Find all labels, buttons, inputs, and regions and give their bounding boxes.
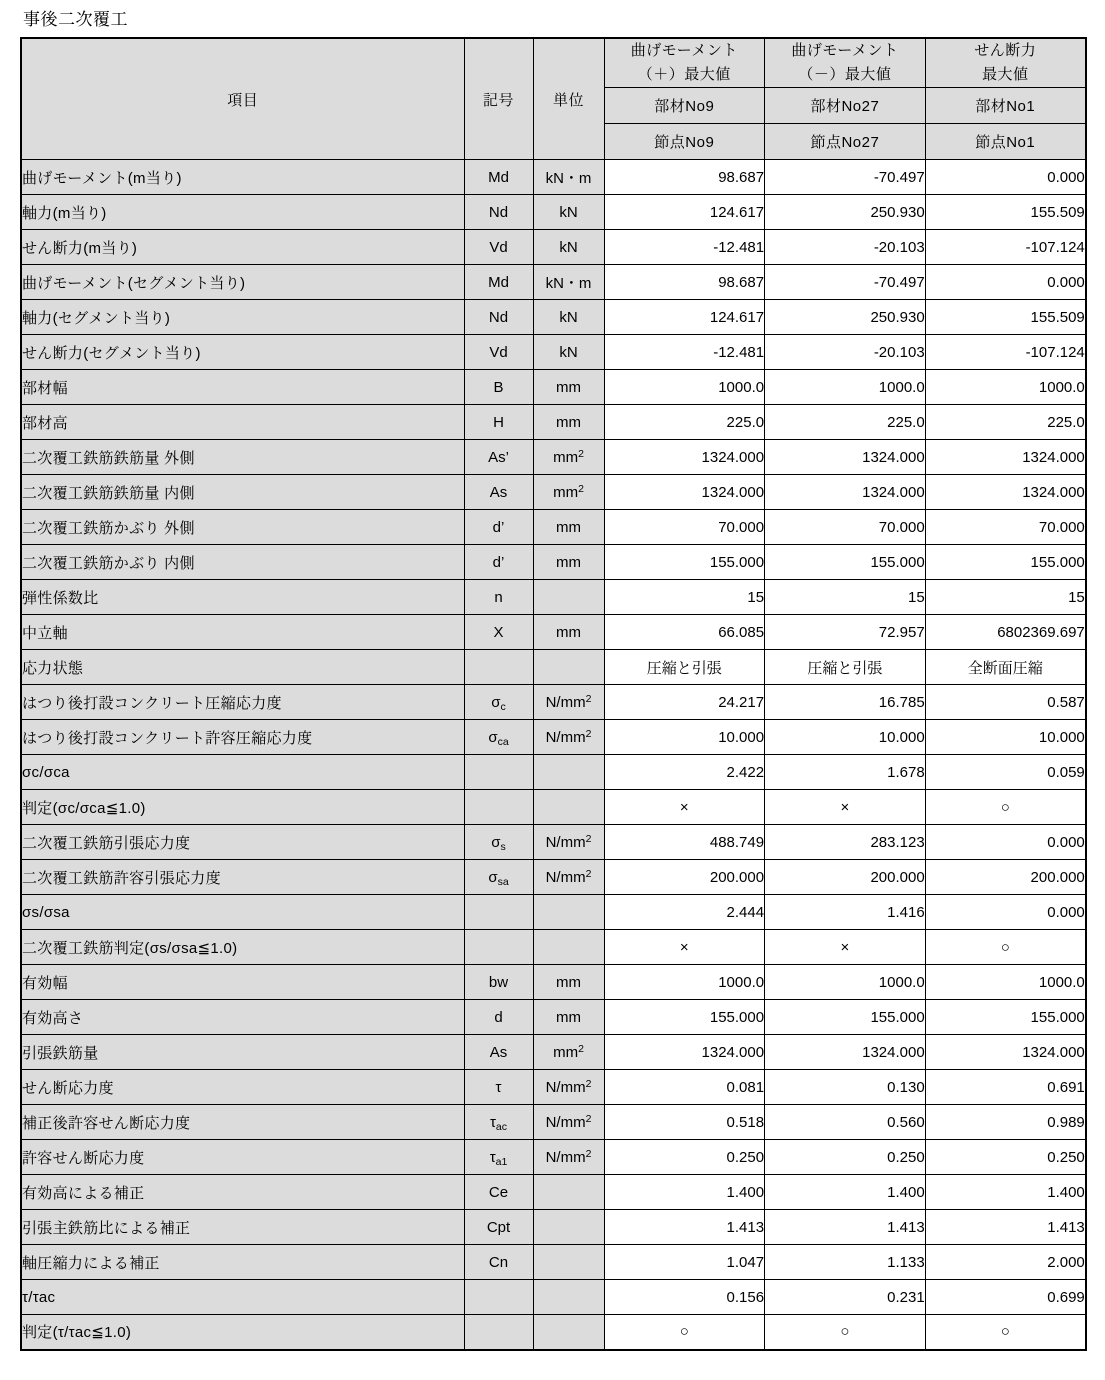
- row-value: 155.000: [925, 545, 1086, 580]
- table-row: [21, 300, 1086, 335]
- row-value: 16.785: [765, 685, 926, 720]
- row-symbol: $\tau_{a1}$: [464, 1140, 533, 1175]
- row-value: -70.497: [765, 265, 926, 300]
- row-value: 2.444: [604, 895, 765, 930]
- row-unit: [533, 1315, 604, 1350]
- row-value: 0.081: [604, 1070, 765, 1105]
- row-unit: $N/mm^2$: [533, 720, 604, 755]
- table-row: [21, 1315, 1086, 1350]
- row-unit: mm: [533, 370, 604, 405]
- row-unit: [533, 755, 604, 790]
- row-item-label: せん断力(m当り): [21, 230, 464, 265]
- row-value: -107.124: [925, 230, 1086, 265]
- row-symbol: [464, 1315, 533, 1350]
- row-value: 0.250: [604, 1140, 765, 1175]
- row-symbol: As: [464, 1035, 533, 1070]
- row-unit: $N/mm^2$: [533, 685, 604, 720]
- row-item-label: 判定(σc/σca≦1.0): [21, 790, 464, 825]
- row-item-label: 二次覆工鉄筋鉄筋量 外側: [21, 440, 464, 475]
- row-unit: [533, 930, 604, 965]
- row-value: 1324.000: [925, 1035, 1086, 1070]
- row-item-label: 軸力(セグメント当り): [21, 300, 464, 335]
- row-value: 1000.0: [765, 370, 926, 405]
- table-row: [21, 685, 1086, 720]
- row-item-label: σc/σca: [21, 755, 464, 790]
- table-row: [21, 510, 1086, 545]
- row-item-label: 弾性係数比: [21, 580, 464, 615]
- row-value: 圧縮と引張: [765, 650, 926, 685]
- row-value: 1000.0: [765, 965, 926, 1000]
- table-row: [21, 1000, 1086, 1035]
- table-row: [21, 1035, 1086, 1070]
- row-symbol: $\tau_{ac}$: [464, 1105, 533, 1140]
- row-value: 0.000: [925, 895, 1086, 930]
- row-unit: [533, 1210, 604, 1245]
- row-value: 1.400: [925, 1175, 1086, 1210]
- row-value: 72.957: [765, 615, 926, 650]
- row-unit: [533, 790, 604, 825]
- header-col-3-node: 節点No1: [925, 124, 1086, 160]
- row-value: ○: [765, 1315, 926, 1350]
- row-item-label: 有効高さ: [21, 1000, 464, 1035]
- header-item: 項目: [21, 38, 464, 160]
- row-value: ×: [604, 930, 765, 965]
- row-item-label: 有効高による補正: [21, 1175, 464, 1210]
- row-item-label: 二次覆工鉄筋鉄筋量 内側: [21, 475, 464, 510]
- header-unit: 単位: [533, 38, 604, 160]
- row-value: 124.617: [604, 195, 765, 230]
- table-body: [21, 160, 1086, 1350]
- row-symbol: n: [464, 580, 533, 615]
- row-value: 155.000: [765, 545, 926, 580]
- table-row: [21, 1175, 1086, 1210]
- row-value: 1.678: [765, 755, 926, 790]
- row-item-label: 二次覆工鉄筋かぶり 内側: [21, 545, 464, 580]
- row-symbol: $\sigma_{ca}$: [464, 720, 533, 755]
- row-item-label: 二次覆工鉄筋許容引張応力度: [21, 860, 464, 895]
- table-row: [21, 1245, 1086, 1280]
- row-unit: mm: [533, 545, 604, 580]
- row-value: 1000.0: [604, 370, 765, 405]
- row-value: 124.617: [604, 300, 765, 335]
- structural-calculation-table: [20, 37, 1087, 1351]
- row-value: 225.0: [765, 405, 926, 440]
- row-unit: [533, 1245, 604, 1280]
- row-unit: kN: [533, 335, 604, 370]
- table-row: [21, 545, 1086, 580]
- row-value: 0.699: [925, 1280, 1086, 1315]
- row-symbol: [464, 930, 533, 965]
- header-col-2-line1: 曲げモーメント: [791, 42, 899, 59]
- row-unit: kN・m: [533, 265, 604, 300]
- row-value: 155.509: [925, 300, 1086, 335]
- row-unit: [533, 580, 604, 615]
- row-unit: $mm^2$: [533, 1035, 604, 1070]
- row-symbol: X: [464, 615, 533, 650]
- row-value: 1324.000: [925, 475, 1086, 510]
- row-value: 0.059: [925, 755, 1086, 790]
- row-unit: $N/mm^2$: [533, 860, 604, 895]
- header-col-1-line1: 曲げモーメント: [630, 42, 738, 59]
- row-value: 1324.000: [765, 475, 926, 510]
- row-item-label: 引張主鉄筋比による補正: [21, 1210, 464, 1245]
- row-symbol: H: [464, 405, 533, 440]
- row-item-label: せん断力(セグメント当り): [21, 335, 464, 370]
- row-value: 155.000: [925, 1000, 1086, 1035]
- row-value: 70.000: [925, 510, 1086, 545]
- row-item-label: 部材幅: [21, 370, 464, 405]
- row-value: 1000.0: [604, 965, 765, 1000]
- row-value: 155.000: [604, 1000, 765, 1035]
- row-value: 250.930: [765, 300, 926, 335]
- row-unit: mm: [533, 510, 604, 545]
- row-value: ○: [925, 1315, 1086, 1350]
- row-value: 1.413: [604, 1210, 765, 1245]
- row-value: 0.156: [604, 1280, 765, 1315]
- row-unit: [533, 1175, 604, 1210]
- row-item-label: 二次覆工鉄筋かぶり 外側: [21, 510, 464, 545]
- header-symbol: 記号: [464, 38, 533, 160]
- row-symbol: As’: [464, 440, 533, 475]
- row-symbol: $\sigma_{sa}$: [464, 860, 533, 895]
- row-unit: $N/mm^2$: [533, 1070, 604, 1105]
- row-value: 155.000: [604, 545, 765, 580]
- row-value: 15: [925, 580, 1086, 615]
- row-value: 200.000: [604, 860, 765, 895]
- row-value: 0.560: [765, 1105, 926, 1140]
- row-unit: $N/mm^2$: [533, 1105, 604, 1140]
- row-unit: kN: [533, 230, 604, 265]
- row-item-label: 判定(τ/τac≦1.0): [21, 1315, 464, 1350]
- row-value: ○: [925, 930, 1086, 965]
- row-value: 0.518: [604, 1105, 765, 1140]
- table-row: [21, 335, 1086, 370]
- row-item-label: 軸力(m当り): [21, 195, 464, 230]
- row-value: 10.000: [925, 720, 1086, 755]
- row-value: 10.000: [604, 720, 765, 755]
- table-row: [21, 895, 1086, 930]
- row-item-label: 中立軸: [21, 615, 464, 650]
- row-unit: $N/mm^2$: [533, 825, 604, 860]
- row-symbol: Vd: [464, 230, 533, 265]
- row-value: 圧縮と引張: [604, 650, 765, 685]
- table-header: [21, 38, 1086, 160]
- row-symbol: d’: [464, 545, 533, 580]
- row-symbol: Vd: [464, 335, 533, 370]
- table-row: [21, 580, 1086, 615]
- row-value: 1.047: [604, 1245, 765, 1280]
- row-value: 0.587: [925, 685, 1086, 720]
- row-item-label: 曲げモーメント(セグメント当り): [21, 265, 464, 300]
- header-col-3-member: 部材No1: [925, 88, 1086, 124]
- header-col-2: [765, 38, 926, 88]
- row-symbol: Nd: [464, 195, 533, 230]
- row-unit: mm: [533, 405, 604, 440]
- row-value: 0.000: [925, 160, 1086, 195]
- row-item-label: 曲げモーメント(m当り): [21, 160, 464, 195]
- row-value: ×: [765, 930, 926, 965]
- table-row: [21, 370, 1086, 405]
- row-item-label: 二次覆工鉄筋判定(σs/σsa≦1.0): [21, 930, 464, 965]
- row-value: 10.000: [765, 720, 926, 755]
- table-row: [21, 965, 1086, 1000]
- row-symbol: [464, 650, 533, 685]
- row-unit: mm: [533, 615, 604, 650]
- row-value: 155.509: [925, 195, 1086, 230]
- row-symbol: [464, 1280, 533, 1315]
- row-symbol: d: [464, 1000, 533, 1035]
- table-row: [21, 1210, 1086, 1245]
- row-value: 0.231: [765, 1280, 926, 1315]
- row-symbol: Md: [464, 160, 533, 195]
- row-value: ○: [604, 1315, 765, 1350]
- row-value: 283.123: [765, 825, 926, 860]
- row-unit: $mm^2$: [533, 475, 604, 510]
- table-row: [21, 1105, 1086, 1140]
- table-row: [21, 1140, 1086, 1175]
- row-unit: kN: [533, 300, 604, 335]
- row-symbol: $\sigma_c$: [464, 685, 533, 720]
- row-symbol: $\sigma_s$: [464, 825, 533, 860]
- row-value: 0.250: [925, 1140, 1086, 1175]
- row-unit: [533, 895, 604, 930]
- row-value: ×: [765, 790, 926, 825]
- table-row: [21, 230, 1086, 265]
- row-item-label: 部材高: [21, 405, 464, 440]
- row-value: 24.217: [604, 685, 765, 720]
- table-row: [21, 440, 1086, 475]
- row-value: 155.000: [765, 1000, 926, 1035]
- table-row: [21, 195, 1086, 230]
- table-row: [21, 615, 1086, 650]
- row-value: 1324.000: [765, 1035, 926, 1070]
- row-value: 1324.000: [765, 440, 926, 475]
- header-col-1-line2: （＋）最大値: [637, 66, 731, 83]
- row-item-label: 許容せん断応力度: [21, 1140, 464, 1175]
- header-col-1: [604, 38, 765, 88]
- row-symbol: [464, 755, 533, 790]
- row-symbol: As: [464, 475, 533, 510]
- row-value: 70.000: [765, 510, 926, 545]
- row-unit: mm: [533, 1000, 604, 1035]
- row-value: 98.687: [604, 265, 765, 300]
- table-row: [21, 475, 1086, 510]
- row-value: 250.930: [765, 195, 926, 230]
- row-value: 0.000: [925, 825, 1086, 860]
- table-row: [21, 650, 1086, 685]
- row-value: 0.989: [925, 1105, 1086, 1140]
- row-value: 1324.000: [604, 475, 765, 510]
- row-value: 0.000: [925, 265, 1086, 300]
- row-value: 全断面圧縮: [925, 650, 1086, 685]
- header-col-3-line1: せん断力: [974, 42, 1037, 59]
- row-item-label: τ/τac: [21, 1280, 464, 1315]
- row-symbol: d’: [464, 510, 533, 545]
- row-item-label: 有効幅: [21, 965, 464, 1000]
- row-value: -107.124: [925, 335, 1086, 370]
- table-row: [21, 1280, 1086, 1315]
- row-item-label: はつり後打設コンクリート圧縮応力度: [21, 685, 464, 720]
- row-item-label: σs/σsa: [21, 895, 464, 930]
- row-symbol: Ce: [464, 1175, 533, 1210]
- table-row: [21, 720, 1086, 755]
- table-row: [21, 930, 1086, 965]
- row-value: 200.000: [925, 860, 1086, 895]
- row-value: 1000.0: [925, 965, 1086, 1000]
- row-unit: kN・m: [533, 160, 604, 195]
- row-value: 15: [604, 580, 765, 615]
- row-symbol: Nd: [464, 300, 533, 335]
- row-unit: $mm^2$: [533, 440, 604, 475]
- row-value: 1.413: [925, 1210, 1086, 1245]
- table-row: [21, 160, 1086, 195]
- row-value: -20.103: [765, 230, 926, 265]
- header-col-1-member: 部材No9: [604, 88, 765, 124]
- header-col-3: [925, 38, 1086, 88]
- header-col-2-node: 節点No27: [765, 124, 926, 160]
- row-symbol: Cpt: [464, 1210, 533, 1245]
- row-symbol: τ: [464, 1070, 533, 1105]
- row-value: 1324.000: [925, 440, 1086, 475]
- row-value: 0.691: [925, 1070, 1086, 1105]
- row-symbol: bw: [464, 965, 533, 1000]
- table-row: [21, 1070, 1086, 1105]
- row-value: 1.416: [765, 895, 926, 930]
- row-unit: [533, 650, 604, 685]
- row-value: 225.0: [925, 405, 1086, 440]
- row-unit: kN: [533, 195, 604, 230]
- header-col-2-member: 部材No27: [765, 88, 926, 124]
- row-value: 1324.000: [604, 440, 765, 475]
- row-value: 66.085: [604, 615, 765, 650]
- row-unit: mm: [533, 965, 604, 1000]
- row-unit: $N/mm^2$: [533, 1140, 604, 1175]
- row-value: 15: [765, 580, 926, 615]
- row-symbol: B: [464, 370, 533, 405]
- page-title: 事後二次覆工: [23, 10, 128, 29]
- row-value: -12.481: [604, 335, 765, 370]
- row-symbol: Cn: [464, 1245, 533, 1280]
- header-row-main: [21, 38, 1086, 88]
- table-row: [21, 825, 1086, 860]
- row-value: 200.000: [765, 860, 926, 895]
- row-value: 488.749: [604, 825, 765, 860]
- row-value: 1.133: [765, 1245, 926, 1280]
- row-item-label: 応力状態: [21, 650, 464, 685]
- row-value: 1.400: [604, 1175, 765, 1210]
- header-col-1-node: 節点No9: [604, 124, 765, 160]
- header-col-3-line2: 最大値: [981, 66, 1029, 83]
- row-value: 2.000: [925, 1245, 1086, 1280]
- row-value: -12.481: [604, 230, 765, 265]
- row-value: ○: [925, 790, 1086, 825]
- row-symbol: [464, 790, 533, 825]
- row-value: 70.000: [604, 510, 765, 545]
- header-col-2-line2: （－）最大値: [798, 66, 892, 83]
- row-symbol: [464, 895, 533, 930]
- row-item-label: せん断応力度: [21, 1070, 464, 1105]
- row-item-label: 引張鉄筋量: [21, 1035, 464, 1070]
- row-value: 0.250: [765, 1140, 926, 1175]
- row-value: 0.130: [765, 1070, 926, 1105]
- row-value: 6802369.697: [925, 615, 1086, 650]
- row-value: -70.497: [765, 160, 926, 195]
- row-value: 1000.0: [925, 370, 1086, 405]
- row-item-label: はつり後打設コンクリート許容圧縮応力度: [21, 720, 464, 755]
- row-value: -20.103: [765, 335, 926, 370]
- row-value: 1.400: [765, 1175, 926, 1210]
- row-value: 1.413: [765, 1210, 926, 1245]
- row-value: ×: [604, 790, 765, 825]
- row-value: 1324.000: [604, 1035, 765, 1070]
- table-row: [21, 405, 1086, 440]
- row-value: 225.0: [604, 405, 765, 440]
- row-unit: [533, 1280, 604, 1315]
- row-symbol: Md: [464, 265, 533, 300]
- table-row: [21, 860, 1086, 895]
- table-row: [21, 755, 1086, 790]
- row-item-label: 補正後許容せん断応力度: [21, 1105, 464, 1140]
- row-value: 98.687: [604, 160, 765, 195]
- row-value: 2.422: [604, 755, 765, 790]
- table-row: [21, 790, 1086, 825]
- row-item-label: 二次覆工鉄筋引張応力度: [21, 825, 464, 860]
- table-row: [21, 265, 1086, 300]
- row-item-label: 軸圧縮力による補正: [21, 1245, 464, 1280]
